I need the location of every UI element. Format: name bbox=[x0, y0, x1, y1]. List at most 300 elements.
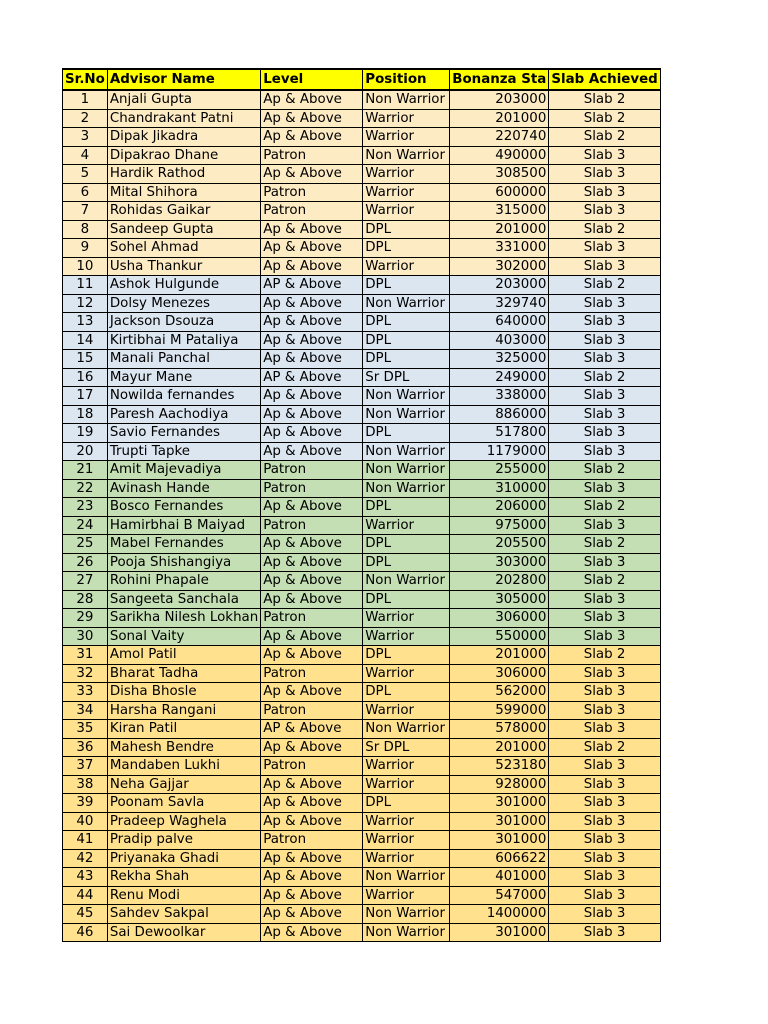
cell-position[interactable]: Non Warrior bbox=[363, 461, 450, 480]
cell-bonanza[interactable]: 331000 bbox=[450, 239, 549, 258]
cell-position[interactable]: DPL bbox=[363, 535, 450, 554]
cell-slab[interactable]: Slab 2 bbox=[549, 572, 660, 591]
cell-position[interactable]: Warrior bbox=[363, 664, 450, 683]
cell-level[interactable]: Ap & Above bbox=[261, 886, 363, 905]
cell-position[interactable]: Warrior bbox=[363, 109, 450, 128]
table-row bbox=[63, 701, 661, 720]
cell-bonanza[interactable]: 303000 bbox=[450, 553, 549, 572]
cell-position[interactable]: Sr DPL bbox=[363, 368, 450, 387]
cell-bonanza[interactable]: 523180 bbox=[450, 757, 549, 776]
cell-advisor-name[interactable]: Sonal Vaity bbox=[107, 627, 260, 646]
header-level[interactable]: Level bbox=[261, 69, 363, 90]
cell-slab[interactable]: Slab 3 bbox=[549, 683, 660, 702]
cell-position[interactable]: DPL bbox=[363, 350, 450, 369]
cell-level[interactable]: Patron bbox=[261, 831, 363, 850]
cell-slab[interactable]: Slab 3 bbox=[549, 627, 660, 646]
cell-advisor-name[interactable]: Sohel Ahmad bbox=[107, 239, 260, 258]
cell-level[interactable]: Ap & Above bbox=[261, 294, 363, 313]
cell-bonanza[interactable]: 203000 bbox=[450, 90, 549, 109]
cell-position[interactable]: Warrior bbox=[363, 849, 450, 868]
cell-level[interactable]: Ap & Above bbox=[261, 849, 363, 868]
cell-bonanza[interactable]: 490000 bbox=[450, 146, 549, 165]
cell-slab[interactable]: Slab 3 bbox=[549, 923, 660, 942]
cell-slab[interactable]: Slab 3 bbox=[549, 590, 660, 609]
cell-level[interactable]: Ap & Above bbox=[261, 812, 363, 831]
cell-advisor-name[interactable]: Paresh Aachodiya bbox=[107, 405, 260, 424]
cell-position[interactable]: Non Warrior bbox=[363, 146, 450, 165]
cell-slab[interactable]: Slab 3 bbox=[549, 294, 660, 313]
cell-position[interactable]: Warrior bbox=[363, 257, 450, 276]
cell-bonanza[interactable]: 928000 bbox=[450, 775, 549, 794]
cell-position[interactable]: Warrior bbox=[363, 627, 450, 646]
cell-advisor-name[interactable]: Sahdev Sakpal bbox=[107, 905, 260, 924]
cell-slab[interactable]: Slab 3 bbox=[549, 183, 660, 202]
cell-slab[interactable]: Slab 2 bbox=[549, 461, 660, 480]
cell-level[interactable]: Ap & Above bbox=[261, 738, 363, 757]
cell-slab[interactable]: Slab 3 bbox=[549, 720, 660, 739]
cell-advisor-name[interactable]: Ashok Hulgunde bbox=[107, 276, 260, 295]
cell-bonanza[interactable]: 249000 bbox=[450, 368, 549, 387]
table-row bbox=[63, 812, 661, 831]
cell-slab[interactable]: Slab 3 bbox=[549, 146, 660, 165]
cell-advisor-name[interactable]: Manali Panchal bbox=[107, 350, 260, 369]
cell-level[interactable]: Patron bbox=[261, 202, 363, 221]
cell-slab[interactable]: Slab 2 bbox=[549, 128, 660, 147]
cell-sr-no[interactable]: 22 bbox=[63, 479, 108, 498]
cell-level[interactable]: Ap & Above bbox=[261, 405, 363, 424]
cell-bonanza[interactable]: 547000 bbox=[450, 886, 549, 905]
cell-advisor-name[interactable]: Pradeep Waghela bbox=[107, 812, 260, 831]
cell-sr-no[interactable]: 33 bbox=[63, 683, 108, 702]
header-sr-no[interactable]: Sr.No bbox=[63, 69, 108, 90]
cell-level[interactable]: Ap & Above bbox=[261, 683, 363, 702]
cell-bonanza[interactable]: 600000 bbox=[450, 183, 549, 202]
cell-level[interactable]: Ap & Above bbox=[261, 128, 363, 147]
cell-advisor-name[interactable]: Poonam Savla bbox=[107, 794, 260, 813]
cell-advisor-name[interactable]: Dolsy Menezes bbox=[107, 294, 260, 313]
cell-sr-no[interactable]: 27 bbox=[63, 572, 108, 591]
cell-level[interactable]: Ap & Above bbox=[261, 239, 363, 258]
cell-bonanza[interactable]: 1400000 bbox=[450, 905, 549, 924]
cell-position[interactable]: Warrior bbox=[363, 757, 450, 776]
cell-level[interactable]: Ap & Above bbox=[261, 442, 363, 461]
cell-sr-no[interactable]: 1 bbox=[63, 90, 108, 109]
cell-bonanza[interactable]: 310000 bbox=[450, 479, 549, 498]
cell-bonanza[interactable]: 301000 bbox=[450, 794, 549, 813]
cell-advisor-name[interactable]: Sarikha Nilesh Lokhan bbox=[107, 609, 260, 628]
cell-level[interactable]: Ap & Above bbox=[261, 646, 363, 665]
cell-level[interactable]: Patron bbox=[261, 664, 363, 683]
cell-position[interactable]: Non Warrior bbox=[363, 720, 450, 739]
cell-advisor-name[interactable]: Priyanaka Ghadi bbox=[107, 849, 260, 868]
cell-position[interactable]: DPL bbox=[363, 590, 450, 609]
header-advisor-name[interactable]: Advisor Name bbox=[107, 69, 260, 90]
cell-slab[interactable]: Slab 3 bbox=[549, 553, 660, 572]
cell-level[interactable]: Ap & Above bbox=[261, 868, 363, 887]
header-position[interactable]: Position bbox=[363, 69, 450, 90]
cell-slab[interactable]: Slab 3 bbox=[549, 516, 660, 535]
cell-sr-no[interactable]: 45 bbox=[63, 905, 108, 924]
cell-position[interactable]: Warrior bbox=[363, 202, 450, 221]
cell-sr-no[interactable]: 28 bbox=[63, 590, 108, 609]
cell-sr-no[interactable]: 24 bbox=[63, 516, 108, 535]
cell-level[interactable]: Ap & Above bbox=[261, 498, 363, 517]
cell-sr-no[interactable]: 38 bbox=[63, 775, 108, 794]
cell-slab[interactable]: Slab 3 bbox=[549, 868, 660, 887]
cell-advisor-name[interactable]: Sai Dewoolkar bbox=[107, 923, 260, 942]
cell-level[interactable]: Ap & Above bbox=[261, 350, 363, 369]
cell-position[interactable]: Warrior bbox=[363, 516, 450, 535]
cell-advisor-name[interactable]: Mahesh Bendre bbox=[107, 738, 260, 757]
cell-level[interactable]: Ap & Above bbox=[261, 165, 363, 184]
table-row bbox=[63, 553, 661, 572]
cell-advisor-name[interactable]: Trupti Tapke bbox=[107, 442, 260, 461]
cell-bonanza[interactable]: 886000 bbox=[450, 405, 549, 424]
cell-level[interactable]: Ap & Above bbox=[261, 590, 363, 609]
cell-bonanza[interactable]: 205500 bbox=[450, 535, 549, 554]
cell-sr-no[interactable]: 5 bbox=[63, 165, 108, 184]
cell-bonanza[interactable]: 306000 bbox=[450, 664, 549, 683]
cell-level[interactable]: Ap & Above bbox=[261, 257, 363, 276]
cell-bonanza[interactable]: 201000 bbox=[450, 220, 549, 239]
cell-slab[interactable]: Slab 3 bbox=[549, 239, 660, 258]
cell-advisor-name[interactable]: Bharat Tadha bbox=[107, 664, 260, 683]
cell-bonanza[interactable]: 206000 bbox=[450, 498, 549, 517]
cell-advisor-name[interactable]: Mital Shihora bbox=[107, 183, 260, 202]
table-body bbox=[63, 90, 661, 942]
cell-sr-no[interactable]: 29 bbox=[63, 609, 108, 628]
cell-advisor-name[interactable]: Neha Gajjar bbox=[107, 775, 260, 794]
cell-slab[interactable]: Slab 3 bbox=[549, 609, 660, 628]
cell-advisor-name[interactable]: Savio Fernandes bbox=[107, 424, 260, 443]
cell-advisor-name[interactable]: Pooja Shishangiya bbox=[107, 553, 260, 572]
cell-sr-no[interactable]: 34 bbox=[63, 701, 108, 720]
cell-slab[interactable]: Slab 3 bbox=[549, 331, 660, 350]
cell-level[interactable]: Patron bbox=[261, 146, 363, 165]
cell-position[interactable]: Warrior bbox=[363, 128, 450, 147]
cell-slab[interactable]: Slab 2 bbox=[549, 276, 660, 295]
cell-bonanza[interactable]: 315000 bbox=[450, 202, 549, 221]
cell-level[interactable]: Ap & Above bbox=[261, 331, 363, 350]
cell-level[interactable]: Ap & Above bbox=[261, 923, 363, 942]
cell-level[interactable]: Patron bbox=[261, 183, 363, 202]
cell-advisor-name[interactable]: Sangeeta Sanchala bbox=[107, 590, 260, 609]
cell-sr-no[interactable]: 35 bbox=[63, 720, 108, 739]
cell-advisor-name[interactable]: Disha Bhosle bbox=[107, 683, 260, 702]
cell-slab[interactable]: Slab 3 bbox=[549, 812, 660, 831]
cell-bonanza[interactable]: 578000 bbox=[450, 720, 549, 739]
cell-bonanza[interactable]: 606622 bbox=[450, 849, 549, 868]
cell-slab[interactable]: Slab 3 bbox=[549, 442, 660, 461]
cell-level[interactable]: Ap & Above bbox=[261, 90, 363, 109]
cell-bonanza[interactable]: 1179000 bbox=[450, 442, 549, 461]
cell-advisor-name[interactable]: Jackson Dsouza bbox=[107, 313, 260, 332]
cell-advisor-name[interactable]: Hardik Rathod bbox=[107, 165, 260, 184]
cell-bonanza[interactable]: 325000 bbox=[450, 350, 549, 369]
cell-level[interactable]: Ap & Above bbox=[261, 627, 363, 646]
cell-advisor-name[interactable]: Dipak Jikadra bbox=[107, 128, 260, 147]
cell-sr-no[interactable]: 18 bbox=[63, 405, 108, 424]
cell-slab[interactable]: Slab 3 bbox=[549, 757, 660, 776]
cell-slab[interactable]: Slab 3 bbox=[549, 424, 660, 443]
table-row bbox=[63, 886, 661, 905]
cell-sr-no[interactable]: 17 bbox=[63, 387, 108, 406]
cell-level[interactable]: Ap & Above bbox=[261, 905, 363, 924]
cell-slab[interactable]: Slab 3 bbox=[549, 794, 660, 813]
cell-advisor-name[interactable]: Hamirbhai B Maiyad bbox=[107, 516, 260, 535]
cell-advisor-name[interactable]: Amit Majevadiya bbox=[107, 461, 260, 480]
table-row bbox=[63, 257, 661, 276]
cell-position[interactable]: Warrior bbox=[363, 701, 450, 720]
cell-advisor-name[interactable]: Renu Modi bbox=[107, 886, 260, 905]
cell-position[interactable]: DPL bbox=[363, 498, 450, 517]
cell-slab[interactable]: Slab 3 bbox=[549, 165, 660, 184]
cell-advisor-name[interactable]: Sandeep Gupta bbox=[107, 220, 260, 239]
cell-advisor-name[interactable]: Avinash Hande bbox=[107, 479, 260, 498]
cell-sr-no[interactable]: 14 bbox=[63, 331, 108, 350]
cell-sr-no[interactable]: 46 bbox=[63, 923, 108, 942]
cell-slab[interactable]: Slab 3 bbox=[549, 350, 660, 369]
cell-level[interactable]: Ap & Above bbox=[261, 535, 363, 554]
cell-level[interactable]: Patron bbox=[261, 516, 363, 535]
cell-sr-no[interactable]: 3 bbox=[63, 128, 108, 147]
cell-level[interactable]: Patron bbox=[261, 701, 363, 720]
cell-advisor-name[interactable]: Anjali Gupta bbox=[107, 90, 260, 109]
cell-level[interactable]: Ap & Above bbox=[261, 424, 363, 443]
cell-sr-no[interactable]: 16 bbox=[63, 368, 108, 387]
cell-slab[interactable]: Slab 3 bbox=[549, 202, 660, 221]
cell-slab[interactable]: Slab 2 bbox=[549, 90, 660, 109]
cell-advisor-name[interactable]: Bosco Fernandes bbox=[107, 498, 260, 517]
cell-position[interactable]: Warrior bbox=[363, 609, 450, 628]
cell-level[interactable]: AP & Above bbox=[261, 276, 363, 295]
cell-position[interactable]: DPL bbox=[363, 794, 450, 813]
cell-advisor-name[interactable]: Kirtibhai M Pataliya bbox=[107, 331, 260, 350]
cell-slab[interactable]: Slab 3 bbox=[549, 664, 660, 683]
cell-position[interactable]: Non Warrior bbox=[363, 90, 450, 109]
cell-position[interactable]: DPL bbox=[363, 683, 450, 702]
cell-position[interactable]: Non Warrior bbox=[363, 442, 450, 461]
cell-slab[interactable]: Slab 3 bbox=[549, 701, 660, 720]
cell-level[interactable]: Patron bbox=[261, 757, 363, 776]
cell-bonanza[interactable]: 338000 bbox=[450, 387, 549, 406]
cell-slab[interactable]: Slab 2 bbox=[549, 646, 660, 665]
cell-position[interactable]: Non Warrior bbox=[363, 572, 450, 591]
cell-bonanza[interactable]: 301000 bbox=[450, 831, 549, 850]
cell-sr-no[interactable]: 43 bbox=[63, 868, 108, 887]
cell-advisor-name[interactable]: Nowilda fernandes bbox=[107, 387, 260, 406]
cell-position[interactable]: Warrior bbox=[363, 812, 450, 831]
cell-position[interactable]: Non Warrior bbox=[363, 387, 450, 406]
cell-advisor-name[interactable]: Rekha Shah bbox=[107, 868, 260, 887]
cell-bonanza[interactable]: 401000 bbox=[450, 868, 549, 887]
table-row bbox=[63, 239, 661, 258]
cell-bonanza[interactable]: 305000 bbox=[450, 590, 549, 609]
cell-advisor-name[interactable]: Mandaben Lukhi bbox=[107, 757, 260, 776]
cell-position[interactable]: DPL bbox=[363, 424, 450, 443]
cell-slab[interactable]: Slab 3 bbox=[549, 905, 660, 924]
cell-level[interactable]: Ap & Above bbox=[261, 387, 363, 406]
cell-level[interactable]: Patron bbox=[261, 479, 363, 498]
cell-sr-no[interactable]: 42 bbox=[63, 849, 108, 868]
cell-sr-no[interactable]: 21 bbox=[63, 461, 108, 480]
cell-slab[interactable]: Slab 2 bbox=[549, 498, 660, 517]
cell-level[interactable]: Ap & Above bbox=[261, 313, 363, 332]
cell-position[interactable]: Warrior bbox=[363, 775, 450, 794]
cell-position[interactable]: Warrior bbox=[363, 886, 450, 905]
cell-bonanza[interactable]: 301000 bbox=[450, 923, 549, 942]
cell-slab[interactable]: Slab 3 bbox=[549, 849, 660, 868]
cell-level[interactable]: Ap & Above bbox=[261, 553, 363, 572]
cell-level[interactable]: Ap & Above bbox=[261, 109, 363, 128]
cell-position[interactable]: DPL bbox=[363, 331, 450, 350]
cell-advisor-name[interactable]: Mayur Mane bbox=[107, 368, 260, 387]
cell-advisor-name[interactable]: Usha Thankur bbox=[107, 257, 260, 276]
cell-level[interactable]: Ap & Above bbox=[261, 572, 363, 591]
cell-bonanza[interactable]: 550000 bbox=[450, 627, 549, 646]
advisor-table bbox=[62, 68, 661, 942]
header-bonanza[interactable]: Bonanza Sta bbox=[450, 69, 549, 90]
cell-position[interactable]: Non Warrior bbox=[363, 905, 450, 924]
cell-sr-no[interactable]: 11 bbox=[63, 276, 108, 295]
cell-sr-no[interactable]: 8 bbox=[63, 220, 108, 239]
cell-bonanza[interactable]: 302000 bbox=[450, 257, 549, 276]
cell-slab[interactable]: Slab 2 bbox=[549, 220, 660, 239]
table-row bbox=[63, 609, 661, 628]
cell-sr-no[interactable]: 10 bbox=[63, 257, 108, 276]
table-row bbox=[63, 498, 661, 517]
cell-position[interactable]: Sr DPL bbox=[363, 738, 450, 757]
cell-advisor-name[interactable]: Dipakrao Dhane bbox=[107, 146, 260, 165]
cell-sr-no[interactable]: 12 bbox=[63, 294, 108, 313]
cell-sr-no[interactable]: 15 bbox=[63, 350, 108, 369]
cell-slab[interactable]: Slab 2 bbox=[549, 535, 660, 554]
cell-level[interactable]: Ap & Above bbox=[261, 220, 363, 239]
cell-level[interactable]: Patron bbox=[261, 461, 363, 480]
cell-sr-no[interactable]: 39 bbox=[63, 794, 108, 813]
cell-bonanza[interactable]: 201000 bbox=[450, 109, 549, 128]
cell-bonanza[interactable]: 255000 bbox=[450, 461, 549, 480]
table-row bbox=[63, 794, 661, 813]
cell-sr-no[interactable]: 25 bbox=[63, 535, 108, 554]
cell-slab[interactable]: Slab 3 bbox=[549, 775, 660, 794]
cell-position[interactable]: Non Warrior bbox=[363, 405, 450, 424]
cell-position[interactable]: Non Warrior bbox=[363, 923, 450, 942]
cell-slab[interactable]: Slab 2 bbox=[549, 109, 660, 128]
table-row bbox=[63, 646, 661, 665]
cell-sr-no[interactable]: 26 bbox=[63, 553, 108, 572]
cell-sr-no[interactable]: 37 bbox=[63, 757, 108, 776]
cell-bonanza[interactable]: 599000 bbox=[450, 701, 549, 720]
cell-slab[interactable]: Slab 3 bbox=[549, 886, 660, 905]
cell-sr-no[interactable]: 23 bbox=[63, 498, 108, 517]
cell-bonanza[interactable]: 220740 bbox=[450, 128, 549, 147]
cell-bonanza[interactable]: 308500 bbox=[450, 165, 549, 184]
cell-bonanza[interactable]: 203000 bbox=[450, 276, 549, 295]
cell-slab[interactable]: Slab 3 bbox=[549, 405, 660, 424]
table-row bbox=[63, 331, 661, 350]
cell-bonanza[interactable]: 562000 bbox=[450, 683, 549, 702]
cell-position[interactable]: DPL bbox=[363, 276, 450, 295]
cell-bonanza[interactable]: 201000 bbox=[450, 646, 549, 665]
cell-sr-no[interactable]: 2 bbox=[63, 109, 108, 128]
cell-advisor-name[interactable]: Pradip palve bbox=[107, 831, 260, 850]
cell-slab[interactable]: Slab 3 bbox=[549, 387, 660, 406]
cell-bonanza[interactable]: 301000 bbox=[450, 812, 549, 831]
cell-sr-no[interactable]: 41 bbox=[63, 831, 108, 850]
cell-bonanza[interactable]: 306000 bbox=[450, 609, 549, 628]
cell-slab[interactable]: Slab 3 bbox=[549, 257, 660, 276]
cell-bonanza[interactable]: 517800 bbox=[450, 424, 549, 443]
cell-level[interactable]: Ap & Above bbox=[261, 775, 363, 794]
cell-sr-no[interactable]: 30 bbox=[63, 627, 108, 646]
cell-sr-no[interactable]: 31 bbox=[63, 646, 108, 665]
cell-advisor-name[interactable]: Chandrakant Patni bbox=[107, 109, 260, 128]
cell-sr-no[interactable]: 20 bbox=[63, 442, 108, 461]
cell-advisor-name[interactable]: Rohini Phapale bbox=[107, 572, 260, 591]
cell-position[interactable]: Warrior bbox=[363, 183, 450, 202]
cell-sr-no[interactable]: 44 bbox=[63, 886, 108, 905]
table-row bbox=[63, 738, 661, 757]
cell-advisor-name[interactable]: Harsha Rangani bbox=[107, 701, 260, 720]
header-slab-achieved[interactable]: Slab Achieved bbox=[549, 69, 660, 90]
cell-bonanza[interactable]: 329740 bbox=[450, 294, 549, 313]
cell-position[interactable]: Non Warrior bbox=[363, 868, 450, 887]
cell-slab[interactable]: Slab 3 bbox=[549, 479, 660, 498]
table-row bbox=[63, 831, 661, 850]
cell-level[interactable]: Patron bbox=[261, 609, 363, 628]
cell-slab[interactable]: Slab 3 bbox=[549, 831, 660, 850]
cell-slab[interactable]: Slab 3 bbox=[549, 313, 660, 332]
cell-bonanza[interactable]: 201000 bbox=[450, 738, 549, 757]
cell-level[interactable]: Ap & Above bbox=[261, 794, 363, 813]
cell-position[interactable]: Non Warrior bbox=[363, 294, 450, 313]
cell-sr-no[interactable]: 4 bbox=[63, 146, 108, 165]
table-row bbox=[63, 683, 661, 702]
cell-advisor-name[interactable]: Mabel Fernandes bbox=[107, 535, 260, 554]
cell-sr-no[interactable]: 9 bbox=[63, 239, 108, 258]
cell-bonanza[interactable]: 975000 bbox=[450, 516, 549, 535]
cell-sr-no[interactable]: 6 bbox=[63, 183, 108, 202]
cell-position[interactable]: DPL bbox=[363, 553, 450, 572]
cell-position[interactable]: Non Warrior bbox=[363, 479, 450, 498]
cell-level[interactable]: AP & Above bbox=[261, 720, 363, 739]
table-row bbox=[63, 183, 661, 202]
cell-slab[interactable]: Slab 2 bbox=[549, 738, 660, 757]
cell-position[interactable]: DPL bbox=[363, 646, 450, 665]
cell-advisor-name[interactable]: Rohidas Gaikar bbox=[107, 202, 260, 221]
cell-position[interactable]: DPL bbox=[363, 220, 450, 239]
cell-position[interactable]: DPL bbox=[363, 239, 450, 258]
cell-advisor-name[interactable]: Amol Patil bbox=[107, 646, 260, 665]
cell-sr-no[interactable]: 7 bbox=[63, 202, 108, 221]
cell-advisor-name[interactable]: Kiran Patil bbox=[107, 720, 260, 739]
cell-slab[interactable]: Slab 2 bbox=[549, 368, 660, 387]
cell-position[interactable]: DPL bbox=[363, 313, 450, 332]
cell-position[interactable]: Warrior bbox=[363, 165, 450, 184]
cell-level[interactable]: AP & Above bbox=[261, 368, 363, 387]
cell-sr-no[interactable]: 13 bbox=[63, 313, 108, 332]
cell-bonanza[interactable]: 202800 bbox=[450, 572, 549, 591]
cell-sr-no[interactable]: 32 bbox=[63, 664, 108, 683]
cell-bonanza[interactable]: 403000 bbox=[450, 331, 549, 350]
table-row bbox=[63, 165, 661, 184]
cell-bonanza[interactable]: 640000 bbox=[450, 313, 549, 332]
cell-sr-no[interactable]: 40 bbox=[63, 812, 108, 831]
cell-position[interactable]: Warrior bbox=[363, 831, 450, 850]
cell-sr-no[interactable]: 19 bbox=[63, 424, 108, 443]
cell-sr-no[interactable]: 36 bbox=[63, 738, 108, 757]
